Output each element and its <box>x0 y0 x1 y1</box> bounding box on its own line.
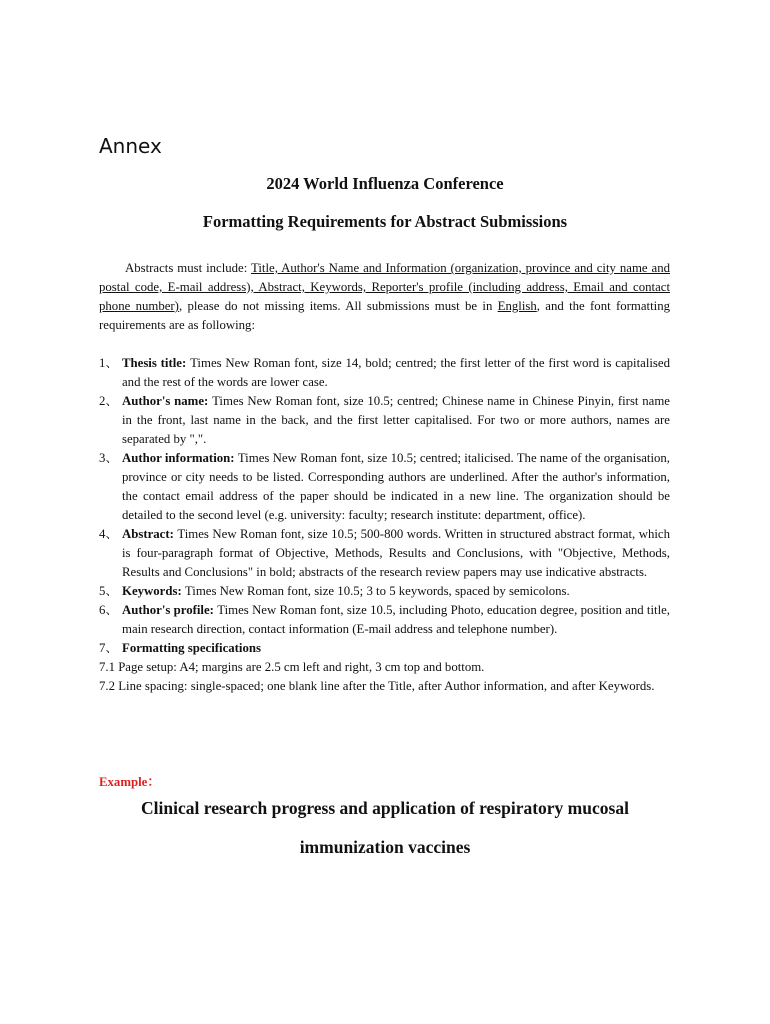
requirement-text: Times New Roman font, size 10.5; centred; Chinese name in Chinese Pinyin, first name in the front, last name in the back, and the first letter capitalised. For two or more authors, names are separated by ",". <box>122 394 670 446</box>
requirement-item <box>99 449 670 525</box>
requirement-number: 4、 <box>99 527 119 541</box>
intro-paragraph <box>99 259 670 335</box>
requirement-text: Times New Roman font, size 10.5, including Photo, education degree, position and title, main research direction, contact information (E-mail address and telephone number). <box>122 603 671 636</box>
requirement-item <box>99 601 670 639</box>
requirement-item <box>99 354 670 392</box>
intro-prefix: Abstracts must include: <box>125 261 251 275</box>
example-title-line-2: immunization vaccines <box>299 837 471 857</box>
intro-middle: , please do not missing items. All submissions must be in <box>178 299 498 313</box>
intro-language: English <box>497 299 537 313</box>
requirement-item <box>99 639 670 658</box>
requirement-label: Author information: <box>122 451 238 465</box>
intro-suffix: , and the font formatting requirements are as following: <box>99 299 670 332</box>
requirements-title: Formatting Requirements for Abstract Submissions <box>202 212 568 231</box>
conference-title: 2024 World Influenza Conference <box>266 174 504 193</box>
requirement-item <box>99 392 670 449</box>
requirement-number: 2、 <box>99 394 119 408</box>
requirement-number: 5、 <box>99 584 119 598</box>
requirement-label: Author's name: <box>122 394 213 408</box>
requirement-label: Keywords: <box>122 584 185 598</box>
requirement-number: 6、 <box>99 603 119 617</box>
requirement-number: 1、 <box>99 356 119 370</box>
requirement-label: Thesis title: <box>122 356 191 370</box>
requirement-text: Times New Roman font, size 10.5; 3 to 5 keywords, spaced by semicolons. <box>184 584 570 598</box>
intro-required-items: Title, Author's Name and Information (organization, province and city name and postal code, E-mail address), Abstract, Keywords, Reporter's profile (including address, Email and contact phone number) <box>99 261 670 313</box>
requirement-text: Times New Roman font, size 10.5; 500-800 words. Written in structured abstract format, which is four-paragraph format of Objective, Methods, Results and Conclusions, with "Objective, Methods, Results and Conclusions" in bold; abstracts of the research review papers may use indicative abstracts. <box>122 527 670 579</box>
requirement-number: 7、 <box>99 641 119 655</box>
example-title-line-1: Clinical research progress and application of respiratory mucosal <box>141 798 629 818</box>
spec-item: 7.1 Page setup: A4; margins are 2.5 cm left and right, 3 cm top and bottom. <box>99 660 485 674</box>
requirement-label: Formatting specifications <box>122 641 261 655</box>
requirement-text: Times New Roman font, size 10.5; centred; italicised. The name of the organisation, province or city needs to be listed. Corresponding authors are underlined. After the author's information, the contact email address of the paper should be indicated in a new line. The organization should be detailed to the second level (e.g. university: faculty; research institute: department, office). <box>122 451 670 522</box>
annex-label: Annex <box>99 134 162 158</box>
example-label: Example： <box>99 775 161 789</box>
requirement-item <box>99 525 670 582</box>
requirement-text: Times New Roman font, size 14, bold; centred; the first letter of the first word is capitalised and the rest of the words are lower case. <box>122 356 670 389</box>
requirement-label: Author's profile: <box>122 603 218 617</box>
document-body <box>99 259 670 696</box>
spec-item: 7.2 Line spacing: single-spaced; one blank line after the Title, after Author information, and after Keywords. <box>99 679 655 693</box>
requirement-label: Abstract: <box>122 527 178 541</box>
requirement-item <box>99 582 670 601</box>
requirement-number: 3、 <box>99 451 119 465</box>
